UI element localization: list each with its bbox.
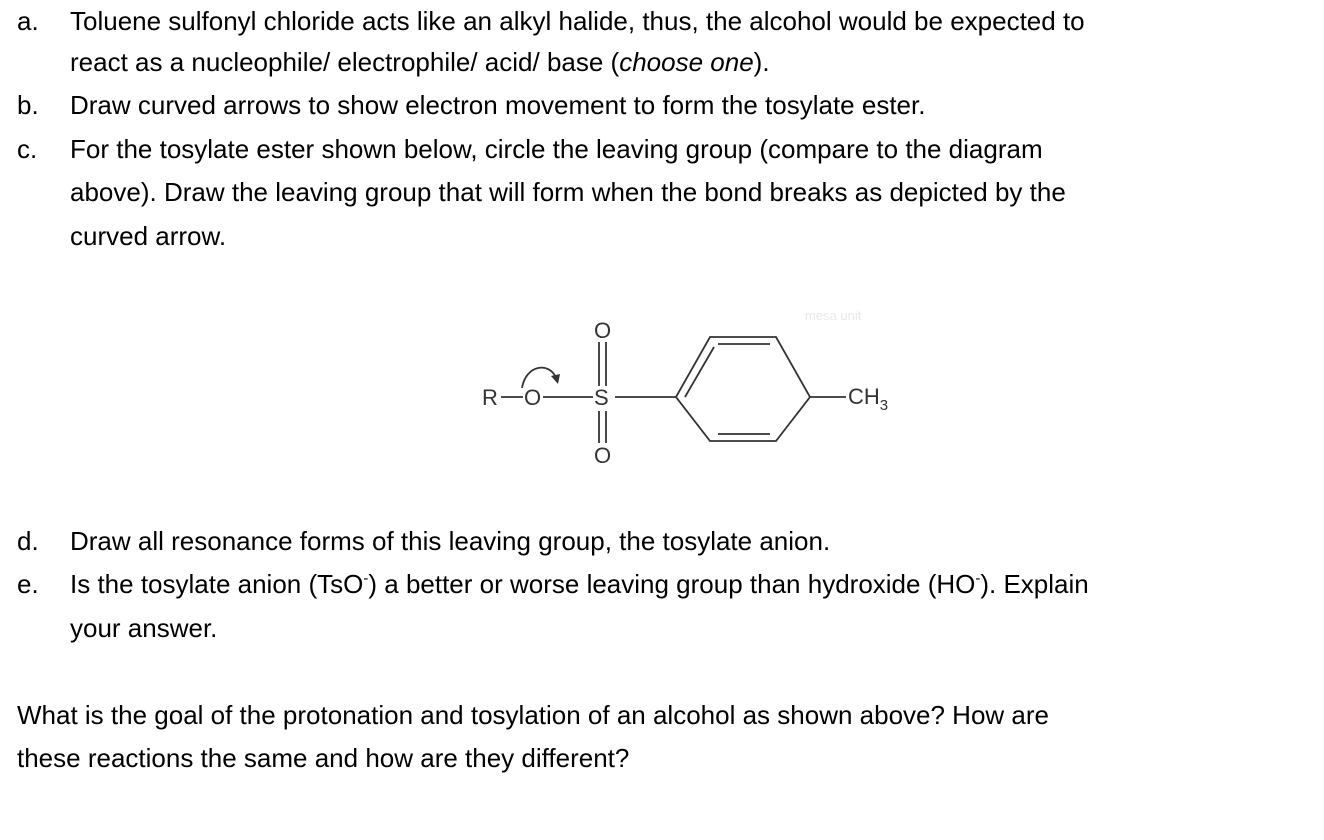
question-b-letter: b.	[17, 90, 39, 120]
question-d-line-1: Draw all resonance forms of this leaving group, the tosylate anion.	[70, 526, 831, 556]
final-question-line-2: these reactions the same and how are they different?	[17, 743, 630, 773]
question-c-letter: c.	[17, 134, 38, 164]
question-e-sup-1: -	[363, 570, 369, 587]
methyl-subscript: 3	[879, 397, 889, 414]
question-e-letter: e.	[17, 569, 39, 599]
methyl-ch: CH	[848, 384, 880, 409]
question-a-line-2-main: react as a nucleophile/ electrophile/ acid/ base (	[70, 47, 620, 77]
final-question-line-1: What is the goal of the protonation and tosylation of an alcohol as shown above? How are	[17, 700, 1049, 730]
curved-arrow-head	[551, 374, 560, 384]
sulfur-label: S	[594, 385, 609, 410]
question-a-emphasis: choose one	[619, 47, 754, 77]
question-a-line-2	[70, 41, 1305, 84]
question-c-line-2: above). Draw the leaving group that will form when the bond breaks as depicted by the	[70, 177, 1066, 207]
question-a-closing: ).	[753, 47, 770, 77]
question-e-sup-2: -	[975, 570, 981, 587]
question-e-part-a: Is the tosylate anion (TsO	[70, 569, 364, 599]
tosylate-ester-structure	[470, 300, 930, 480]
r-label: R	[482, 385, 498, 410]
methyl-label	[848, 384, 888, 414]
question-e-line-1	[70, 563, 1305, 606]
question-a-line-1: Toluene sulfonyl chloride acts like an alkyl halide, thus, the alcohol would be expected to	[70, 6, 1085, 36]
question-e-line-2: your answer.	[70, 613, 218, 643]
question-e-part-b: ) a better or worse leaving group than hydroxide (HO	[368, 569, 976, 599]
question-b-line-1: Draw curved arrows to show electron movement to form the tosylate ester.	[70, 90, 926, 120]
question-a-letter: a.	[17, 6, 39, 36]
question-c-line-1: For the tosylate ester shown below, circle the leaving group (compare to the diagram	[70, 134, 1043, 164]
question-c-line-3: curved arrow.	[70, 221, 227, 251]
bottom-oxygen-label: O	[594, 443, 612, 468]
question-e-part-c: ). Explain	[980, 569, 1089, 599]
top-oxygen-label: O	[594, 318, 612, 343]
question-d-letter: d.	[17, 526, 39, 556]
faint-artifact-text: mesa unit	[805, 308, 862, 323]
benzene-ring	[676, 337, 810, 441]
ester-oxygen-label: O	[524, 385, 542, 410]
